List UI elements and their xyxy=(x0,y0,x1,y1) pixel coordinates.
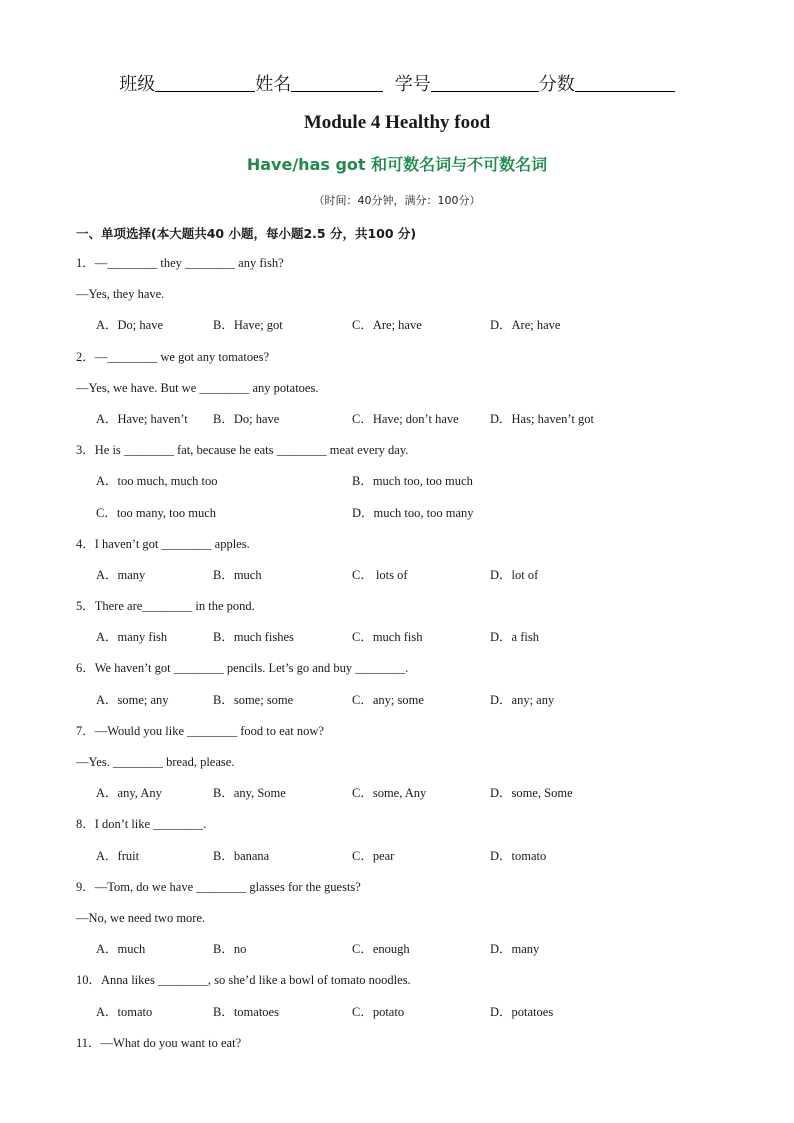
question-stem: 7．—Would you like ________ food to eat now? xyxy=(76,723,324,738)
option-b[interactable]: B．tomatoes xyxy=(213,1004,279,1019)
option-a[interactable]: A．Do; have xyxy=(96,318,163,333)
options-row xyxy=(76,560,756,591)
question-list xyxy=(76,248,756,1059)
score-label: 分数 xyxy=(538,74,575,95)
option-c[interactable]: C．some, Any xyxy=(352,786,427,801)
page-subtitle: Have/has got 和可数名词与不可数名词 xyxy=(246,155,548,174)
name-blank[interactable] xyxy=(291,73,383,92)
id-label: 学号 xyxy=(394,74,431,95)
option-c[interactable]: C．much fish xyxy=(352,630,423,645)
option-c[interactable]: C．potato xyxy=(352,1004,405,1019)
option-a[interactable]: A．some; any xyxy=(96,692,169,707)
option-c[interactable]: C．enough xyxy=(352,942,410,957)
question-stem: 10．Anna likes ________, so she’d like a bowl of tomato noodles. xyxy=(76,973,411,988)
option-b[interactable]: B．Do; have xyxy=(213,411,280,426)
option-b[interactable]: B．much too, too much xyxy=(352,474,473,489)
option-c[interactable]: C． lots of xyxy=(352,567,408,582)
question-stem: 1．—________ they ________ any fish? xyxy=(76,256,284,270)
options-row xyxy=(76,841,756,872)
option-d[interactable]: D．any; any xyxy=(490,692,555,707)
options-row xyxy=(76,778,756,809)
option-b[interactable]: B．much xyxy=(213,567,262,582)
question-dialogue-line: —Yes, we have. But we ________ any potatoes. xyxy=(76,380,319,395)
question-stem: 2．—________ we got any tomatoes? xyxy=(76,349,270,364)
option-b[interactable]: B．much fishes xyxy=(213,630,294,645)
option-a[interactable]: A．Have; haven’t xyxy=(96,411,188,426)
page-title: Module 4 Healthy food xyxy=(303,112,491,133)
options-row xyxy=(76,934,756,965)
option-a[interactable]: A．much xyxy=(96,942,146,957)
option-c[interactable]: C．any; some xyxy=(352,692,424,707)
question-dialogue-line: —No, we need two more. xyxy=(76,910,206,925)
options-row xyxy=(76,310,756,341)
option-b[interactable]: B．banana xyxy=(213,848,270,863)
question-stem: 3．He is ________ fat, because he eats ________ meat every day. xyxy=(76,443,409,458)
options-row xyxy=(76,997,756,1028)
student-info-line xyxy=(0,70,794,96)
options-row xyxy=(76,404,756,435)
option-d[interactable]: D．much too, too many xyxy=(352,505,474,520)
option-d[interactable]: D．Has; haven’t got xyxy=(490,411,594,426)
options-row xyxy=(76,622,756,653)
option-a[interactable]: A．many xyxy=(96,567,146,582)
question-stem: 4．I haven’t got ________ apples. xyxy=(76,536,250,551)
option-c[interactable]: C．pear xyxy=(352,848,395,863)
option-a[interactable]: A．any, Any xyxy=(96,786,162,801)
option-d[interactable]: D．lot of xyxy=(490,567,539,582)
option-d[interactable]: D．many xyxy=(490,942,540,957)
question-stem: 8．I don’t like ________. xyxy=(76,817,207,832)
option-a[interactable]: A．many fish xyxy=(96,630,168,645)
question-dialogue-line: —Yes, they have. xyxy=(76,287,165,302)
name-label: 姓名 xyxy=(255,74,292,95)
question-stem: 9．—Tom, do we have ________ glasses for the guests? xyxy=(76,879,361,894)
option-b[interactable]: B．Have; got xyxy=(213,318,283,333)
question-stem: 5．There are________ in the pond. xyxy=(76,599,255,614)
options-row xyxy=(76,466,756,497)
option-a[interactable]: A．too much, much too xyxy=(96,474,218,489)
id-blank[interactable] xyxy=(431,73,539,92)
option-b[interactable]: B．some; some xyxy=(213,692,294,707)
option-c[interactable]: C．Have; don’t have xyxy=(352,411,459,426)
question-stem: 11．—What do you want to eat? xyxy=(76,1035,242,1050)
option-a[interactable]: A．tomato xyxy=(96,1004,153,1019)
option-b[interactable]: B．no xyxy=(213,942,247,957)
options-row xyxy=(76,685,756,716)
question-stem: 6．We haven’t got ________ pencils. Let’s go and buy ________. xyxy=(76,661,409,676)
options-row xyxy=(76,498,756,529)
option-d[interactable]: D．a fish xyxy=(490,630,539,645)
question-dialogue-line: —Yes. ________ bread, please. xyxy=(76,755,235,769)
option-d[interactable]: D．tomato xyxy=(490,848,547,863)
class-label: 班级 xyxy=(119,74,156,95)
time-info: （时间：40分钟，满分：100分） xyxy=(313,194,481,207)
option-a[interactable]: A．fruit xyxy=(96,848,140,863)
option-c[interactable]: C．Are; have xyxy=(352,318,422,333)
option-b[interactable]: B．any, Some xyxy=(213,786,286,801)
option-d[interactable]: D．some, Some xyxy=(490,786,573,801)
class-blank[interactable] xyxy=(155,73,255,92)
option-d[interactable]: D．Are; have xyxy=(490,318,561,333)
option-c[interactable]: C．too many, too much xyxy=(96,505,217,520)
score-blank[interactable] xyxy=(575,73,675,92)
section-title: 一、单项选择(本大题共40 小题，每小题2.5 分，共100 分) xyxy=(76,226,417,241)
option-d[interactable]: D．potatoes xyxy=(490,1004,554,1019)
